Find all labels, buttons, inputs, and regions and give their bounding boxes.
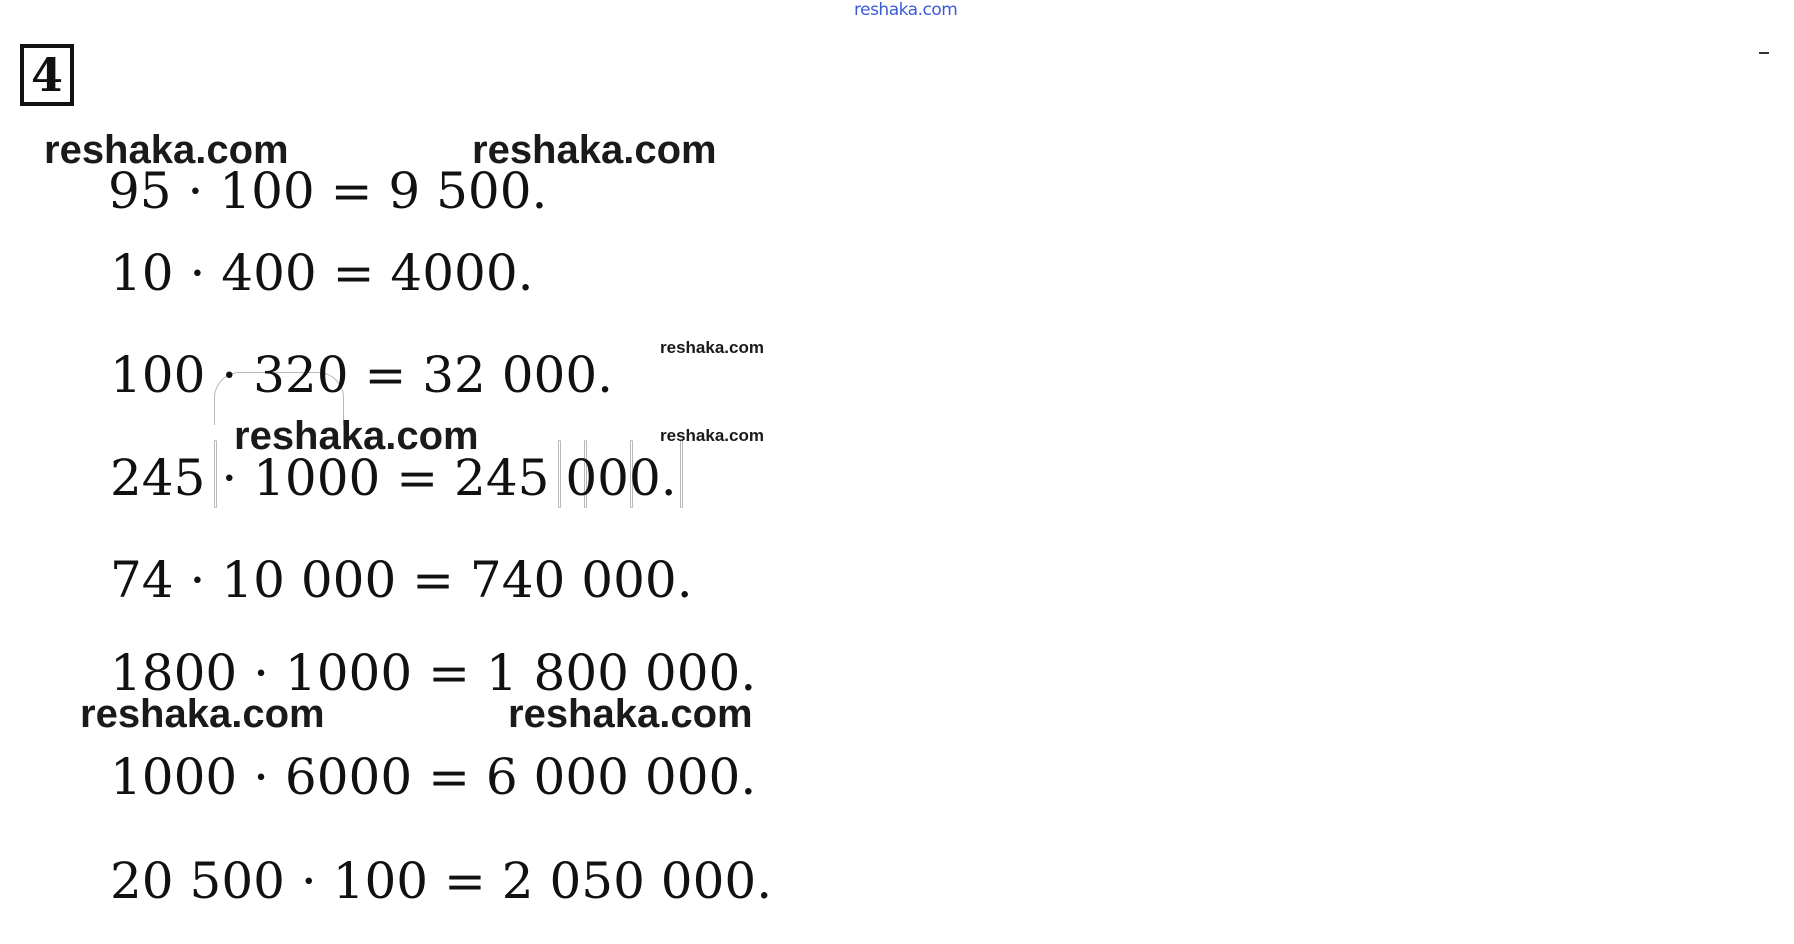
equation-3: 100 · 320 = 32 000. xyxy=(110,346,614,404)
equation-5: 74 · 10 000 = 740 000. xyxy=(110,551,693,609)
watermark: reshaka.com xyxy=(80,692,325,736)
equation-6: 1800 · 1000 = 1 800 000. xyxy=(110,644,757,702)
equation-8: 20 500 · 100 = 2 050 000. xyxy=(110,852,773,910)
corner-dash xyxy=(1759,52,1769,54)
watermark: reshaka.com xyxy=(660,338,764,357)
watermark: reshaka.com xyxy=(508,692,753,736)
equation-2: 10 · 400 = 4000. xyxy=(110,244,534,302)
scan-artifact xyxy=(680,440,683,508)
top-watermark: reshaka.com xyxy=(854,0,958,20)
watermark: reshaka.com xyxy=(472,128,717,172)
equation-7: 1000 · 6000 = 6 000 000. xyxy=(110,748,757,806)
equation-4: 245 · 1000 = 245 000. xyxy=(110,449,677,507)
equation-1: 95 · 100 = 9 500. xyxy=(108,162,548,220)
watermark: reshaka.com xyxy=(44,128,289,172)
task-number-box: 4 xyxy=(20,44,74,106)
watermark: reshaka.com xyxy=(660,426,764,445)
watermark: reshaka.com xyxy=(234,414,479,458)
